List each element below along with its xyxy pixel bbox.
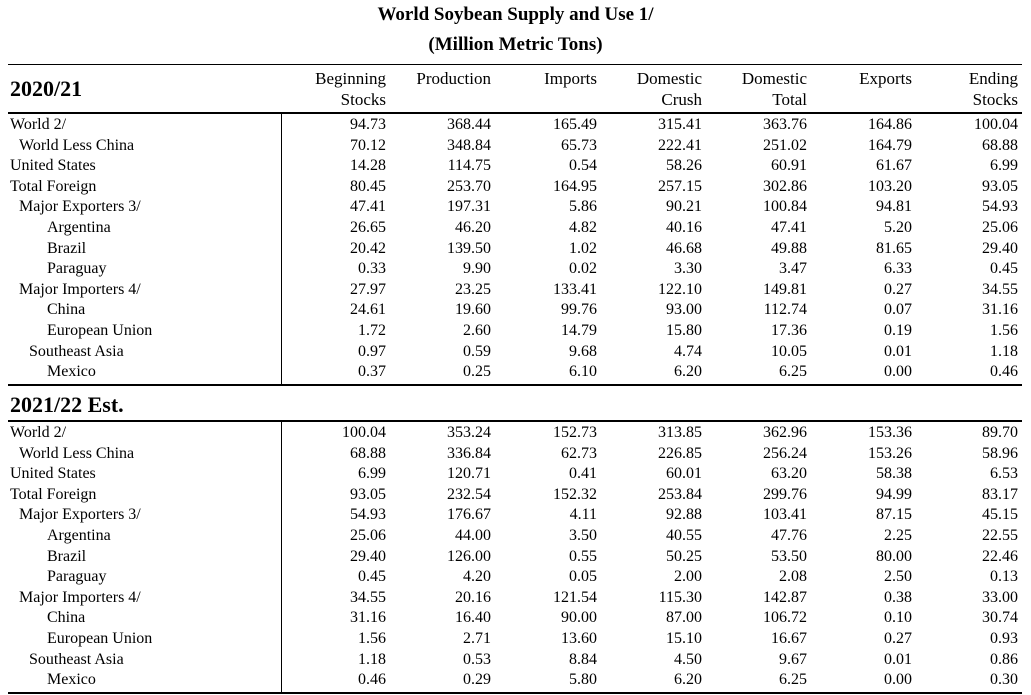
table-cell: 122.10	[658, 280, 702, 298]
table-cell: 16.67	[771, 630, 807, 647]
row-label: European Union	[47, 630, 153, 647]
table-cell: 4.82	[569, 219, 597, 236]
column-header	[487, 68, 597, 110]
table-cell: 353.24	[447, 424, 491, 441]
table-cell: 4.74	[674, 342, 702, 360]
row-label: Major Importers 4/	[19, 280, 141, 298]
table-cell: 149.81	[763, 280, 807, 298]
row-label: Paraguay	[47, 260, 107, 278]
table-cell: 13.60	[561, 630, 597, 647]
column-header-line: Domestic	[741, 69, 807, 88]
table-cell: 6.33	[884, 260, 912, 278]
table-cell: 4.11	[569, 506, 597, 524]
table-cell: 9.68	[569, 342, 597, 360]
table-cell: 103.20	[868, 177, 912, 195]
table-cell: 4.50	[674, 650, 702, 668]
table-cell: 1.18	[358, 650, 386, 668]
table-row	[0, 176, 1031, 197]
column-header-line: Production	[416, 69, 491, 88]
table-row	[0, 361, 1031, 382]
column-header-line: Stocks	[340, 90, 386, 109]
table-cell: 47.41	[771, 219, 807, 236]
table-cell: 6.20	[674, 363, 702, 381]
table-cell: 5.86	[569, 198, 597, 216]
column-header	[697, 68, 807, 110]
table-row	[0, 484, 1031, 505]
table-cell: 0.46	[990, 363, 1018, 381]
row-label: Brazil	[47, 239, 87, 257]
table-cell: 0.10	[884, 609, 912, 627]
table-cell: 0.93	[990, 630, 1018, 647]
table-row	[0, 443, 1031, 464]
table-cell: 94.73	[350, 116, 386, 133]
table-cell: 2.25	[884, 527, 912, 544]
table-cell: 31.16	[982, 301, 1018, 319]
table-cell: 153.36	[868, 424, 912, 441]
table-cell: 20.42	[350, 239, 386, 257]
table-cell: 114.75	[447, 157, 491, 175]
table-cell: 0.00	[884, 671, 912, 689]
table-cell: 10.05	[771, 342, 807, 360]
table-cell: 164.95	[553, 177, 597, 195]
table-row	[0, 238, 1031, 259]
table-row	[0, 607, 1031, 628]
table-cell: 6.10	[569, 363, 597, 381]
table-cell: 89.70	[982, 424, 1018, 441]
table-cell: 0.45	[990, 260, 1018, 278]
table-row	[0, 669, 1031, 690]
row-label: Total Foreign	[10, 177, 97, 195]
row-label: Mexico	[47, 363, 96, 381]
table-cell: 0.38	[884, 588, 912, 606]
table-cell: 0.01	[884, 650, 912, 668]
row-label: United States	[10, 465, 96, 483]
table-cell: 302.86	[763, 177, 807, 195]
table-cell: 0.54	[569, 157, 597, 175]
table-cell: 92.88	[666, 506, 702, 524]
table-cell: 30.74	[982, 609, 1018, 627]
table-title: World Soybean Supply and Use 1/	[377, 4, 654, 25]
table-cell: 0.41	[569, 465, 597, 483]
table-row	[0, 649, 1031, 670]
table-cell: 53.50	[771, 547, 807, 565]
table-cell: 0.27	[884, 630, 912, 647]
table-cell: 34.55	[350, 588, 386, 606]
column-header-line: Exports	[859, 69, 912, 88]
table-cell: 0.37	[358, 363, 386, 381]
table-cell: 54.93	[350, 506, 386, 524]
table-cell: 100.84	[763, 198, 807, 216]
table-cell: 2.60	[463, 322, 491, 339]
table-cell: 68.88	[350, 444, 386, 462]
table-cell: 120.71	[447, 465, 491, 483]
table-cell: 4.20	[463, 568, 491, 586]
table-cell: 0.97	[358, 342, 386, 360]
table-row	[0, 299, 1031, 320]
table-cell: 0.07	[884, 301, 912, 319]
table-cell: 0.45	[358, 568, 386, 586]
row-label: World 2/	[10, 424, 67, 441]
table-cell: 22.55	[982, 527, 1018, 544]
table-cell: 6.25	[779, 363, 807, 381]
table-cell: 197.31	[447, 198, 491, 216]
table-cell: 22.46	[982, 547, 1018, 565]
row-label: Paraguay	[47, 568, 107, 586]
table-cell: 29.40	[350, 547, 386, 565]
table-row	[0, 546, 1031, 567]
table-cell: 99.76	[561, 301, 597, 319]
table-cell: 87.15	[876, 506, 912, 524]
table-cell: 50.25	[666, 547, 702, 565]
table-cell: 100.04	[974, 116, 1018, 133]
table-cell: 0.19	[884, 322, 912, 339]
table-cell: 152.73	[553, 424, 597, 441]
row-label: Southeast Asia	[29, 650, 124, 668]
table-row	[0, 196, 1031, 217]
table-cell: 5.80	[569, 671, 597, 689]
table-row	[0, 341, 1031, 362]
section-year: 2021/22 Est.	[10, 392, 124, 417]
table-cell: 0.86	[990, 650, 1018, 668]
table-cell: 6.99	[990, 157, 1018, 175]
table-row	[0, 628, 1031, 649]
table-cell: 164.79	[868, 136, 912, 154]
table-cell: 58.38	[876, 465, 912, 483]
column-header	[592, 68, 702, 110]
table-cell: 63.20	[771, 465, 807, 483]
section-bottom-rule	[8, 692, 1022, 694]
table-cell: 368.44	[447, 116, 491, 133]
table-cell: 176.67	[447, 506, 491, 524]
table-cell: 315.41	[658, 116, 702, 133]
table-cell: 29.40	[982, 239, 1018, 257]
table-cell: 2.50	[884, 568, 912, 586]
column-header-line: Stocks	[972, 90, 1018, 109]
row-label: Argentina	[47, 219, 111, 236]
table-cell: 6.20	[674, 671, 702, 689]
table-cell: 6.53	[990, 465, 1018, 483]
section-year: 2020/21	[10, 76, 83, 101]
table-cell: 49.88	[771, 239, 807, 257]
table-row	[0, 566, 1031, 587]
table-cell: 256.24	[763, 444, 807, 462]
column-header-line	[802, 89, 912, 110]
table-cell: 14.28	[350, 157, 386, 175]
table-cell: 0.02	[569, 260, 597, 278]
table-cell: 24.61	[350, 301, 386, 319]
table-cell: 165.49	[553, 116, 597, 133]
top-rule	[8, 64, 1022, 65]
table-cell: 8.84	[569, 650, 597, 668]
row-label: China	[47, 609, 86, 627]
table-cell: 60.91	[771, 157, 807, 175]
table-cell: 103.41	[763, 506, 807, 524]
table-row	[0, 504, 1031, 525]
table-cell: 0.27	[884, 280, 912, 298]
table-cell: 6.25	[779, 671, 807, 689]
table-cell: 106.72	[763, 609, 807, 627]
table-cell: 2.08	[779, 568, 807, 586]
table-cell: 19.60	[455, 301, 491, 319]
table-cell: 61.67	[876, 157, 912, 175]
table-cell: 25.06	[982, 219, 1018, 236]
table-cell: 25.06	[350, 527, 386, 544]
table-cell: 17.36	[771, 322, 807, 339]
table-cell: 112.74	[763, 301, 807, 319]
row-label: Total Foreign	[10, 485, 97, 503]
table-cell: 46.68	[666, 239, 702, 257]
table-cell: 45.15	[982, 506, 1018, 524]
row-label: Major Exporters 3/	[19, 506, 141, 524]
table-cell: 164.86	[868, 116, 912, 133]
table-cell: 0.13	[990, 568, 1018, 586]
table-cell: 94.81	[876, 198, 912, 216]
column-header-line	[381, 89, 491, 110]
table-cell: 348.84	[447, 136, 491, 154]
table-cell: 0.46	[358, 671, 386, 689]
table-cell: 65.73	[561, 136, 597, 154]
table-row	[0, 258, 1031, 279]
table-cell: 253.84	[658, 485, 702, 503]
table-cell: 1.56	[358, 630, 386, 647]
table-cell: 152.32	[553, 485, 597, 503]
table-cell: 87.00	[666, 609, 702, 627]
table-cell: 1.02	[569, 239, 597, 257]
table-cell: 1.18	[990, 342, 1018, 360]
table-cell: 139.50	[447, 239, 491, 257]
table-cell: 94.99	[876, 485, 912, 503]
table-cell: 90.00	[561, 609, 597, 627]
table-cell: 2.71	[463, 630, 491, 647]
table-cell: 3.47	[779, 260, 807, 278]
table-cell: 44.00	[455, 527, 491, 544]
table-cell: 27.97	[350, 280, 386, 298]
table-cell: 58.26	[666, 157, 702, 175]
table-cell: 80.00	[876, 547, 912, 565]
table-row	[0, 463, 1031, 484]
row-label: European Union	[47, 322, 153, 339]
table-cell: 3.30	[674, 260, 702, 278]
table-cell: 0.29	[463, 671, 491, 689]
table-cell: 9.90	[463, 260, 491, 278]
row-label: Argentina	[47, 527, 111, 544]
table-cell: 2.00	[674, 568, 702, 586]
table-cell: 93.00	[666, 301, 702, 319]
table-cell: 133.41	[553, 280, 597, 298]
table-cell: 80.45	[350, 177, 386, 195]
table-row	[0, 279, 1031, 300]
table-cell: 15.80	[666, 322, 702, 339]
table-cell: 222.41	[658, 136, 702, 154]
table-cell: 6.99	[358, 465, 386, 483]
row-label: United States	[10, 157, 96, 175]
table-cell: 0.05	[569, 568, 597, 586]
table-cell: 153.26	[868, 444, 912, 462]
table-cell: 47.41	[350, 198, 386, 216]
table-cell: 31.16	[350, 609, 386, 627]
column-header	[381, 68, 491, 110]
table-row	[0, 114, 1031, 135]
table-cell: 0.55	[569, 547, 597, 565]
column-header-line: Imports	[544, 69, 597, 88]
table-row	[0, 525, 1031, 546]
table-cell: 23.25	[455, 280, 491, 298]
table-cell: 90.21	[666, 198, 702, 216]
table-cell: 34.55	[982, 280, 1018, 298]
table-cell: 0.00	[884, 363, 912, 381]
table-cell: 33.00	[982, 588, 1018, 606]
column-header-line: Total	[772, 90, 807, 109]
table-cell: 253.70	[447, 177, 491, 195]
table-cell: 83.17	[982, 485, 1018, 503]
table-cell: 226.85	[658, 444, 702, 462]
table-cell: 16.40	[455, 609, 491, 627]
row-label: World Less China	[19, 136, 135, 154]
table-row	[0, 320, 1031, 341]
table-cell: 60.01	[666, 465, 702, 483]
table-cell: 0.53	[463, 650, 491, 668]
column-header-line: Crush	[661, 90, 702, 109]
table-cell: 9.67	[779, 650, 807, 668]
column-header	[802, 68, 912, 110]
table-cell: 251.02	[763, 136, 807, 154]
row-label: Southeast Asia	[29, 342, 124, 360]
table-cell: 336.84	[447, 444, 491, 462]
table-cell: 70.12	[350, 136, 386, 154]
table-cell: 15.10	[666, 630, 702, 647]
table-cell: 142.87	[763, 588, 807, 606]
table-cell: 0.25	[463, 363, 491, 381]
table-cell: 0.59	[463, 342, 491, 360]
section-bottom-rule	[8, 384, 1022, 386]
table-cell: 1.56	[990, 322, 1018, 339]
table-cell: 3.50	[569, 527, 597, 544]
table-cell: 5.20	[884, 219, 912, 236]
table-cell: 68.88	[982, 136, 1018, 154]
table-cell: 93.05	[982, 177, 1018, 195]
column-header	[276, 68, 386, 110]
row-label: China	[47, 301, 86, 319]
table-cell: 121.54	[553, 588, 597, 606]
table-cell: 81.65	[876, 239, 912, 257]
table-cell: 257.15	[658, 177, 702, 195]
table-cell: 0.01	[884, 342, 912, 360]
table-cell: 126.00	[447, 547, 491, 565]
row-label: World 2/	[10, 116, 67, 133]
table-cell: 40.16	[666, 219, 702, 236]
table-cell: 0.33	[358, 260, 386, 278]
table-cell: 100.04	[342, 424, 386, 441]
table-cell: 1.72	[358, 322, 386, 339]
table-cell: 363.76	[763, 116, 807, 133]
table-row	[0, 422, 1031, 443]
table-cell: 0.30	[990, 671, 1018, 689]
table-cell: 54.93	[982, 198, 1018, 216]
table-cell: 232.54	[447, 485, 491, 503]
column-header	[908, 68, 1018, 110]
table-cell: 46.20	[455, 219, 491, 236]
column-header-line: Domestic	[636, 69, 702, 88]
table-cell: 14.79	[561, 322, 597, 339]
table-cell: 93.05	[350, 485, 386, 503]
row-label: Brazil	[47, 547, 87, 565]
table-subtitle: (Million Metric Tons)	[428, 34, 603, 55]
table-cell: 58.96	[982, 444, 1018, 462]
table-cell: 299.76	[763, 485, 807, 503]
column-header-line: Ending	[968, 69, 1018, 88]
table-row	[0, 135, 1031, 156]
row-label: World Less China	[19, 444, 135, 462]
table-cell: 40.55	[666, 527, 702, 544]
row-label: Mexico	[47, 671, 96, 689]
table-cell: 115.30	[658, 588, 702, 606]
table-row	[0, 587, 1031, 608]
row-label: Major Exporters 3/	[19, 198, 141, 216]
table-cell: 62.73	[561, 444, 597, 462]
table-cell: 20.16	[455, 588, 491, 606]
row-label: Major Importers 4/	[19, 588, 141, 606]
table-cell: 26.65	[350, 219, 386, 236]
table-row	[0, 217, 1031, 238]
column-header-line: Beginning	[315, 69, 386, 88]
table-cell: 313.85	[658, 424, 702, 441]
table-cell: 362.96	[763, 424, 807, 441]
column-header-line	[487, 89, 597, 110]
table-cell: 47.76	[771, 527, 807, 544]
table-row	[0, 155, 1031, 176]
